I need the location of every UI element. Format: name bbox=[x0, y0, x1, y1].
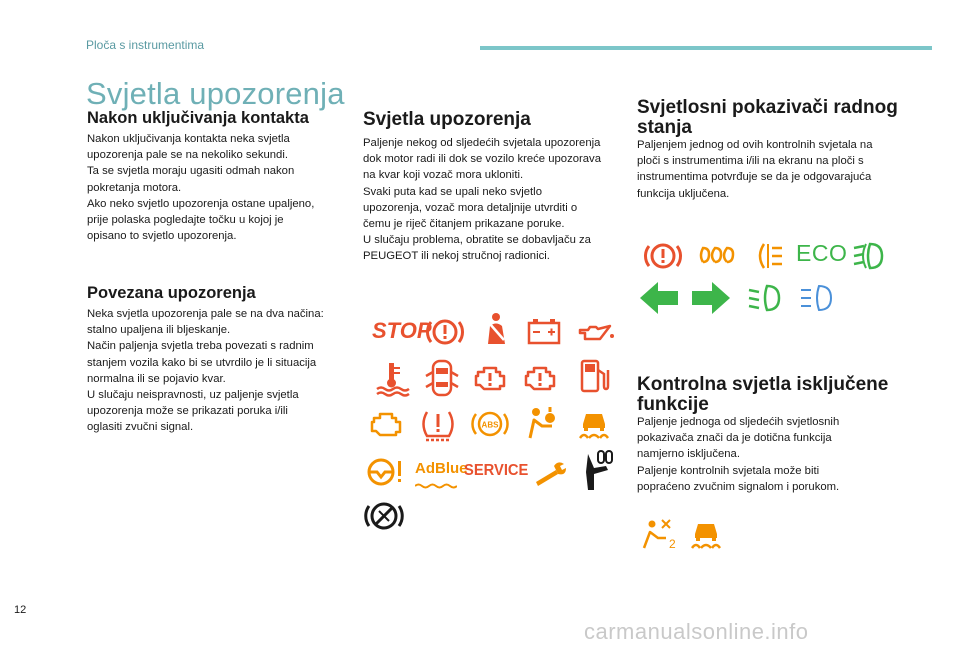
airbag-icon bbox=[522, 404, 562, 444]
dipped-beam-icon bbox=[745, 278, 785, 318]
stability-control-icon bbox=[574, 404, 614, 444]
door-open-icon bbox=[422, 358, 462, 398]
seatbelt-icon bbox=[475, 310, 515, 350]
turn-left-icon bbox=[638, 278, 680, 318]
section-body-ignition: Nakon uključivanja kontakta neka svjetla upozorenja pale se na nekoliko sekundi. Ta se svjetla moraju ugasiti odmah nakon pokretanja motora. Ako neko svjetlo upozorenja ostane upaljeno, prije polaska pogledajte točku u kojoj je opisano to svjetlo upozorenja. bbox=[87, 133, 315, 243]
steering-fault-icon bbox=[364, 452, 404, 492]
main-beam-icon bbox=[797, 278, 837, 318]
engine-autodiag-icon bbox=[366, 404, 406, 444]
stability-control-off-icon bbox=[686, 514, 726, 554]
abs-icon bbox=[470, 404, 510, 444]
eco-icon: ECO bbox=[796, 240, 848, 266]
front-fog-light-icon bbox=[848, 236, 888, 276]
stop-warning-icon: STOP bbox=[372, 318, 432, 343]
section-title-status-indicators: Svjetlosni pokazivači radnog stanja bbox=[637, 97, 898, 138]
chapter-title: Ploča s instrumentima bbox=[86, 38, 205, 52]
passenger-airbag-off-icon bbox=[640, 514, 680, 554]
foot-on-brake-icon bbox=[580, 448, 620, 492]
brake-warning-icon bbox=[425, 312, 465, 352]
svg-text:ABS: ABS bbox=[481, 420, 499, 430]
page-title: Svjetla upozorenja bbox=[86, 76, 345, 111]
rear-fog-light-icon bbox=[748, 236, 788, 276]
adblue-wave-icon bbox=[415, 476, 457, 482]
oil-pressure-icon bbox=[576, 312, 616, 352]
section-title-ignition: Nakon uključivanja kontakta bbox=[87, 109, 309, 127]
section-title-disabled-functions: Kontrolna svjetla isključene funkcije bbox=[637, 374, 889, 415]
tyre-pressure-icon bbox=[418, 404, 458, 444]
svg-text:2: 2 bbox=[669, 537, 676, 551]
engine-fault-red-icon bbox=[470, 358, 510, 398]
section-title-related: Povezana upozorenja bbox=[87, 284, 256, 302]
coolant-temp-icon bbox=[372, 358, 412, 398]
section-body-warning-lights: Paljenje nekog od sljedećih svjetala upozorenja dok motor radi ili dok se vozilo kreće upozorava na kvar koji vozač mora ukloniti. Svaki puta kad se upali neko svjetlo upozorenja, vozač mora detaljnije utvrditi o čemu je riječ čitanjem prikazane poruke. U slučaju problema, obratite se dobavljaču za PEUGEOT ili nekoj stručnoj radionici. bbox=[363, 137, 601, 263]
watermark: carmanualsonline.info bbox=[584, 619, 809, 644]
adblue-icon: AdBlue bbox=[415, 460, 468, 477]
electric-parking-brake-icon bbox=[364, 496, 404, 536]
section-body-disabled-functions: Paljenje jednoga od sljedećih svjetlosnih pokazivača znači da je dotična funkcija namjerno isključena. Paljenje kontrolnih svjetala može biti popraćeno zvučnim signalom i porukom. bbox=[637, 416, 840, 493]
brake-indicator-icon bbox=[643, 236, 683, 276]
wrench-service-icon bbox=[530, 452, 570, 492]
chapter-bar bbox=[480, 46, 932, 50]
turn-right-icon bbox=[690, 278, 732, 318]
preheating-icon bbox=[695, 236, 735, 276]
page-number: 12 bbox=[14, 604, 27, 616]
section-body-status-indicators: Paljenjem jednog od ovih kontrolnih svjetala na ploči s instrumentima i/ili na ekranu na ploči s instrumentima potvrđuje se da je odgovarajuća funkcija uključena. bbox=[637, 139, 873, 200]
battery-icon bbox=[524, 312, 564, 352]
section-title-warning-lights: Svjetla upozorenja bbox=[363, 109, 531, 130]
fuel-low-icon bbox=[574, 356, 614, 396]
engine-fault-icon bbox=[520, 358, 560, 398]
service-icon: SERVICE bbox=[464, 462, 529, 479]
section-body-related: Neka svjetla upozorenja pale se na dva načina: stalno upaljena ili bljeskanje. Način paljenja svjetla treba povezati s radnim stanjem vozila kako bi se utvrdilo je li situacija normalna ili se pojavio kvar. U slučaju neispravnosti, uz paljenje svjetla upozorenja može se prikazati poruka i/ili oglasiti zvučni signal. bbox=[87, 308, 324, 434]
